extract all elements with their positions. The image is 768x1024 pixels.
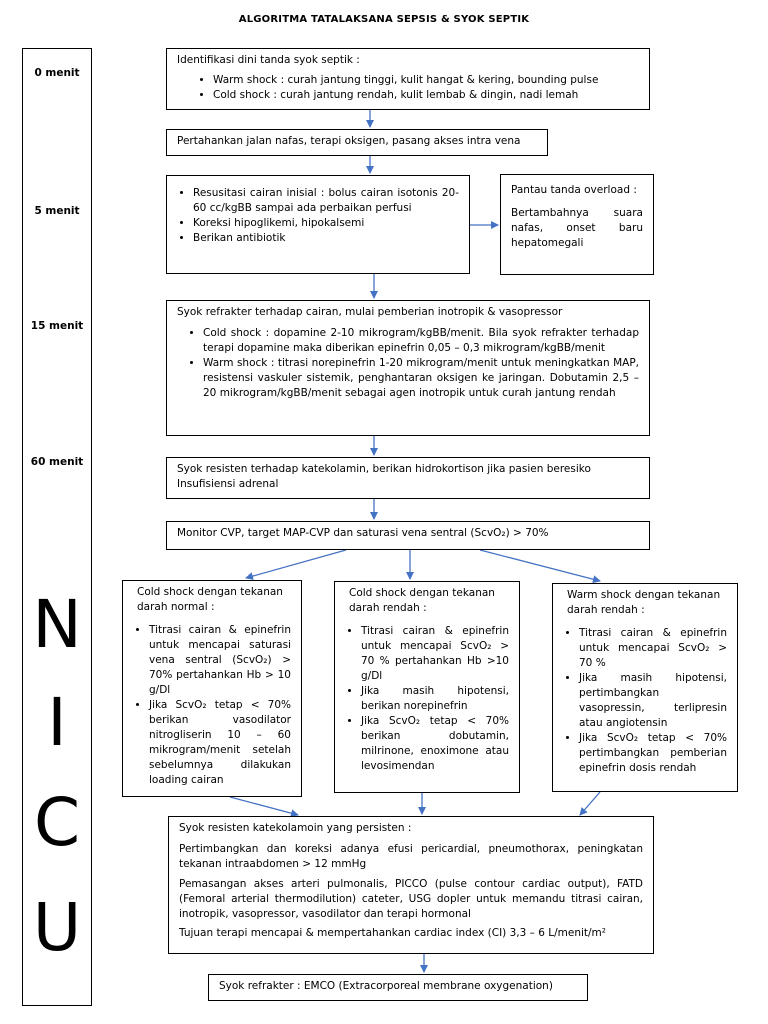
branch-warm-low — [552, 583, 738, 792]
step-resuscitation — [166, 175, 470, 274]
step-airway-text: Pertahankan jalan nafas, terapi oksigen, pasang akses intra vena — [177, 135, 521, 147]
list-item: • Jika masih hipotensi, berikan norepinefrin — [361, 684, 509, 714]
step-persistent-shock-p1: Pertimbangkan dan koreksi adanya efusi pericardial, pneumothorax, peningkatan tekanan intraabdomen > 12 mmHg — [179, 843, 643, 870]
list-item: • Cold shock : curah jantung rendah, kulit lembab & dingin, nadi lemah — [213, 88, 639, 103]
time-label-5: 5 menit — [34, 205, 80, 217]
time-label-0: 0 menit — [34, 67, 80, 79]
page-title: ALGORITMA TATALAKSANA SEPSIS & SYOK SEPTIK — [238, 14, 530, 25]
list-item: • Berikan antibiotik — [193, 231, 459, 246]
list-item: • Titrasi cairan & epinefrin untuk mencapai ScvO₂ > 70 % — [579, 626, 727, 671]
step-airway — [166, 129, 548, 156]
list-item: • Warm shock : curah jantung tinggi, kulit hangat & kering, bounding pulse — [213, 73, 639, 88]
time-label-15: 15 menit — [30, 320, 84, 332]
list-item: • Jika ScvO₂ tetap < 70% berikan dobutamin, milrinone, enoximone atau levosimendan — [361, 714, 509, 774]
step-persistent-shock-title: Syok resisten katekolamoin yang persisten : — [179, 822, 412, 834]
list-item: • Titrasi cairan & epinefrin untuk mencapai ScvO₂ > 70 % pertahankan Hb >10 g/Dl — [361, 624, 509, 684]
arrow-step6-right — [480, 550, 600, 581]
branch-cold-normal — [122, 580, 302, 797]
arrow-step6-left — [246, 550, 346, 578]
step-ecmo-text: Syok refrakter : EMCO (Extracorporeal membrane oxygenation) — [219, 980, 553, 992]
step-identification — [166, 48, 650, 110]
step-inotropic — [166, 300, 650, 436]
step-persistent-shock-p2: Pemasangan akses arteri pulmonalis, PICCO (pulse contour cardiac output), FATD (Femoral arterial thermodilution) cateter, USG dopler untuk memandu titrasi cairan, inotropik, vasopressor, vasodilator dan terapi hormonal — [179, 878, 643, 920]
branch-cold-low-title: Cold shock dengan tekanan darah rendah : — [349, 587, 495, 614]
list-item: • Jika ScvO₂ tetap < 70% berikan vasodilator nitrogliserin 10 – 60 mikrogram/menit setelah sebelumnya dilakukan loading cairan — [149, 698, 291, 788]
list-item: • Cold shock : dopamine 2-10 mikrogram/kgBB/menit. Bila syok refrakter terhadap terapi dopamine maka diberikan epinefrin 0,05 – 0,3 mikrogram/kgBB/menit — [203, 326, 639, 356]
unit-letter-i: I — [47, 684, 67, 761]
overload-title: Pantau tanda overload : — [511, 184, 637, 196]
step-inotropic-title: Syok refrakter terhadap cairan, mulai pemberian inotropik & vasopressor — [177, 306, 563, 318]
step-monitor-cvp — [166, 521, 650, 550]
overload-monitor — [500, 174, 654, 275]
branch-warm-low-title: Warm shock dengan tekanan darah rendah : — [567, 589, 721, 616]
arrow-right-step7 — [580, 792, 600, 815]
step-identification-title: Identifikasi dini tanda syok septik : — [177, 54, 360, 66]
branch-cold-low — [334, 581, 520, 793]
list-item: • Jika ScvO₂ tetap < 70% pertimbangkan pemberian epinefrin dosis rendah — [579, 731, 727, 776]
list-item: • Resusitasi cairan inisial : bolus cairan isotonis 20-60 cc/kgBB sampai ada perbaikan perfusi — [193, 186, 459, 216]
step-monitor-cvp-text: Monitor CVP, target MAP-CVP dan saturasi vena sentral (ScvO₂) > 70% — [177, 527, 549, 539]
list-item: • Jika masih hipotensi, pertimbangkan vasopressin, terlipresin atau angiotensin — [579, 671, 727, 731]
arrow-left-step7 — [230, 797, 298, 815]
unit-letter-u: U — [32, 889, 82, 966]
unit-letter-c: C — [33, 784, 81, 861]
step-hydrocortisone — [166, 457, 650, 499]
step-hydrocortisone-text: Syok resisten terhadap katekolamin, berikan hidrokortison jika pasien beresiko Insufisiensi adrenal — [177, 463, 591, 490]
time-label-60: 60 menit — [30, 456, 84, 468]
step-ecmo — [208, 974, 588, 1001]
list-item: • Koreksi hipoglikemi, hipokalsemi — [193, 216, 459, 231]
list-item: • Titrasi cairan & epinefrin untuk mencapai saturasi vena sentral (ScvO₂) > 70% pertahankan Hb > 10 g/Dl — [149, 623, 291, 698]
step-persistent-shock-p3: Tujuan terapi mencapai & mempertahankan cardiac index (CI) 3,3 – 6 L/menit/m² — [179, 927, 606, 939]
overload-text: Bertambahnya suara nafas, onset baru hepatomegali — [511, 207, 643, 249]
step-persistent-shock — [168, 816, 654, 954]
branch-cold-normal-title: Cold shock dengan tekanan darah normal : — [137, 586, 283, 613]
list-item: • Warm shock : titrasi norepinefrin 1-20 mikrogram/menit untuk meningkatkan MAP, resistensi vaskuler sistemik, penghantaran oksigen ke jaringan. Dobutamin 2,5 – 20 mikrogram/kgBB/menit sebagai agen inotropik untuk curah jantung rendah — [203, 356, 639, 401]
unit-letter-n: N — [32, 586, 82, 663]
